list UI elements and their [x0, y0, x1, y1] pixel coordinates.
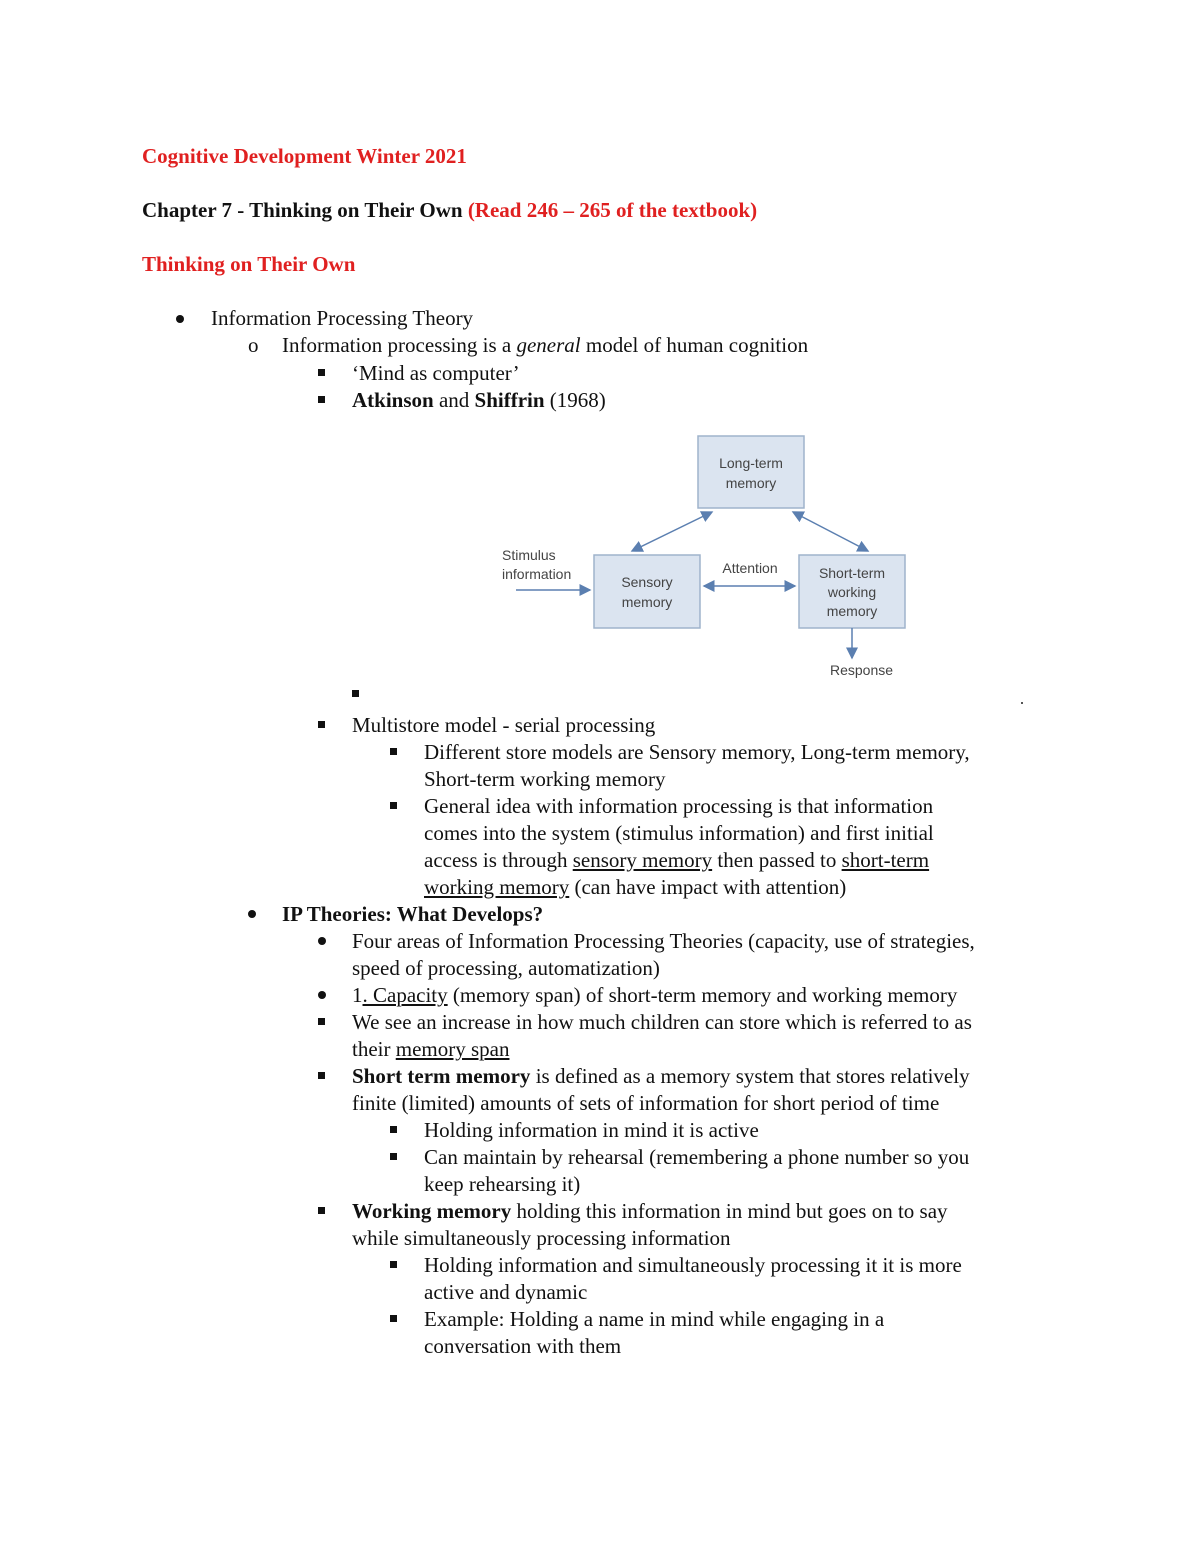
long-term-label-1: Long-term: [719, 455, 783, 471]
list-item-store-models-l2: Short-term working memory: [424, 767, 666, 791]
arrow-ltm-sensory: [632, 512, 712, 551]
list-item-wm-l1: Working memory holding this information in mind but goes on to say: [352, 1199, 948, 1223]
list-item-rehearsal-l1: Can maintain by rehearsal (remembering a phone number so you: [424, 1145, 970, 1169]
bullet-square: [318, 1072, 325, 1079]
list-item-hold-process-l2: active and dynamic: [424, 1280, 588, 1304]
bullet-square: [318, 721, 325, 728]
list-item-general-idea-l4: working memory (can have impact with attention): [424, 875, 847, 899]
list-item-hold-active: Holding information in mind it is active: [424, 1118, 759, 1142]
list-item-hold-process-l1: Holding information and simultaneously processing it it is more: [424, 1253, 962, 1277]
bullet-square: [318, 1018, 325, 1025]
list-item-four-areas-l2: speed of processing, automatization): [352, 956, 660, 980]
bullet-square: [352, 690, 359, 697]
sensory-label-2: memory: [621, 594, 673, 610]
long-term-memory-box: [698, 436, 804, 508]
list-item-atkinson-shiffrin: Atkinson and Shiffrin (1968): [352, 388, 606, 412]
list-item-example-l1: Example: Holding a name in mind while engaging in a: [424, 1307, 885, 1331]
bullet-square: [390, 1126, 397, 1133]
short-term-label-3: memory: [826, 603, 878, 619]
list-item-general-idea-l1: General idea with information processing is that information: [424, 794, 934, 818]
list-item-example-l2: conversation with them: [424, 1334, 622, 1358]
list-item-mind-computer: ‘Mind as computer’: [352, 361, 520, 385]
bullet-dot: [318, 937, 326, 945]
list-item-stm-l1: Short term memory is defined as a memory system that stores relatively: [352, 1064, 970, 1088]
list-item-stm-l2: finite (limited) amounts of sets of information for short period of time: [352, 1091, 940, 1115]
response-label: Response: [830, 662, 894, 678]
bullet-square: [318, 1207, 325, 1214]
sensory-label-1: Sensory: [621, 574, 673, 590]
list-item-ip-develops: IP Theories: What Develops?: [282, 902, 544, 926]
list-item-store-models-l1: Different store models are Sensory memory, Long-term memory,: [424, 740, 970, 764]
stray-dot: [1021, 702, 1023, 704]
bullet-square: [390, 748, 397, 755]
chapter-reading: (Read 246 – 265 of the textbook): [467, 198, 758, 222]
bullet-dot: [248, 910, 256, 918]
list-item-general-idea-l2: comes into the system (stimulus information) and first initial: [424, 821, 934, 845]
bullet-square: [318, 369, 325, 376]
bullet-square: [318, 396, 325, 403]
list-item-four-areas-l1: Four areas of Information Processing Theories (capacity, use of strategies,: [352, 929, 975, 953]
list-item-rehearsal-l2: keep rehearsing it): [424, 1172, 581, 1196]
bullet-square: [390, 1315, 397, 1322]
stimulus-label-1: Stimulus: [502, 547, 556, 563]
list-item-increase-l1: We see an increase in how much children can store which is referred to as: [352, 1010, 972, 1034]
long-term-label-2: memory: [725, 475, 777, 491]
bullet-square: [390, 1261, 397, 1268]
list-item-ip-theory: Information Processing Theory: [211, 306, 474, 330]
chapter-title: Chapter 7 - Thinking on Their Own: [142, 198, 463, 222]
bullet-square: [390, 802, 397, 809]
bullet-dot: [176, 315, 184, 323]
section-heading: Thinking on Their Own: [142, 252, 356, 276]
document-title: Cognitive Development Winter 2021: [142, 144, 467, 168]
sensory-memory-box: [594, 555, 700, 628]
list-item-wm-l2: while simultaneously processing information: [352, 1226, 731, 1250]
stimulus-label-2: information: [502, 566, 572, 582]
bullet-dot: [318, 991, 326, 999]
bullet-square: [390, 1153, 397, 1160]
list-item-general-model: Information processing is a general model of human cognition: [282, 333, 809, 357]
bullet-circle: o: [248, 333, 259, 357]
list-item-capacity: 1. Capacity (memory span) of short-term memory and working memory: [352, 983, 958, 1007]
list-item-general-idea-l3: access is through sensory memory then passed to short-term: [424, 848, 930, 872]
chapter-heading: [142, 197, 757, 224]
short-term-label-1: Short-term: [818, 565, 886, 581]
list-item-increase-l2: their memory span: [352, 1037, 510, 1061]
list-item-multistore: Multistore model - serial processing: [352, 713, 656, 737]
multistore-model-diagram: [496, 430, 916, 690]
short-term-label-2: working: [827, 584, 877, 600]
attention-label: Attention: [722, 560, 778, 576]
arrow-ltm-stm: [793, 512, 868, 551]
